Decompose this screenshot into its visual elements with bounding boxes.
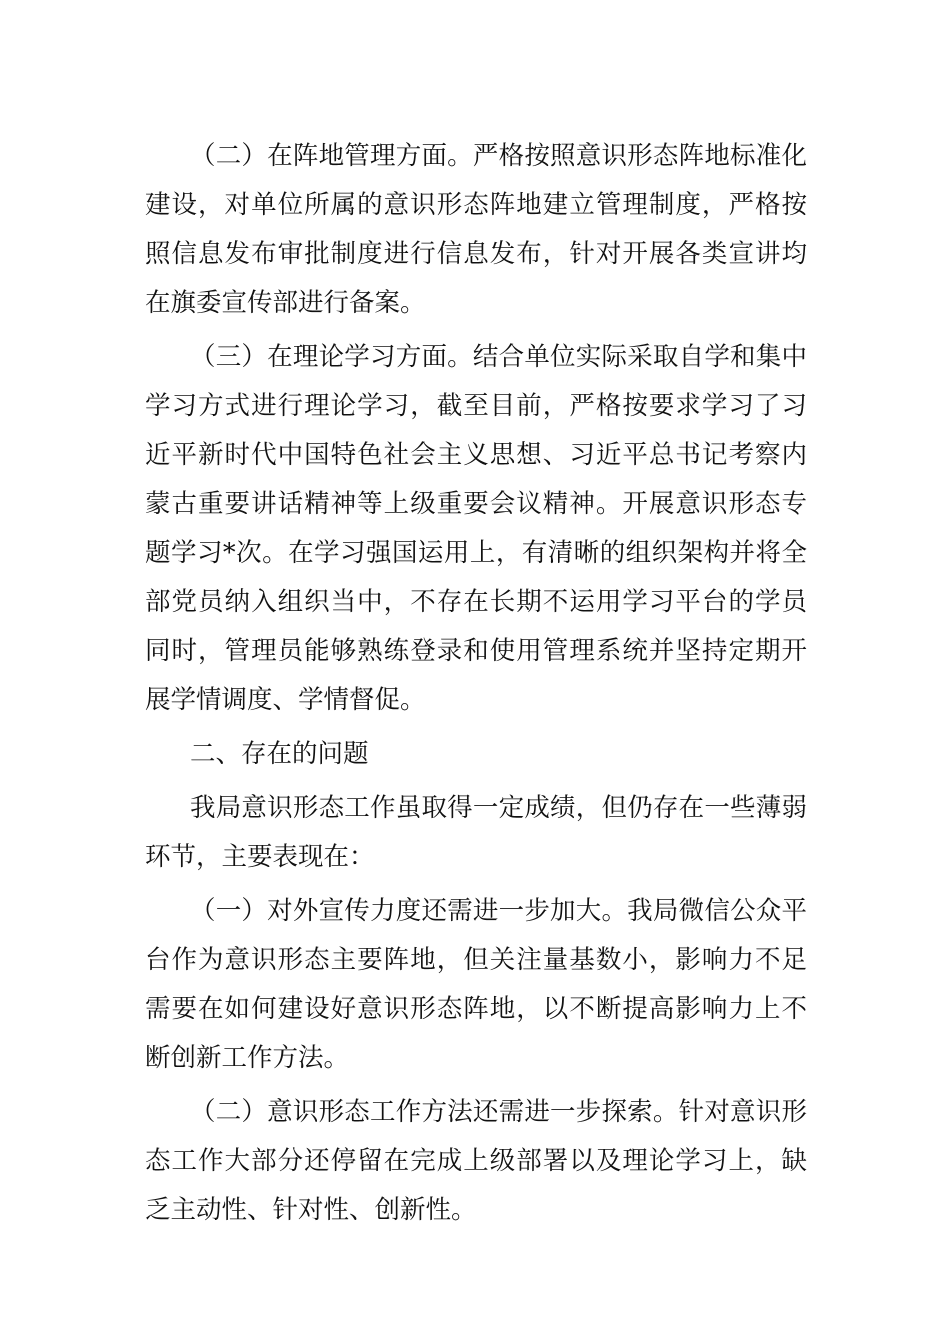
- text-line: 部党员纳入组织当中，不存在长期不运用学习平台的学员: [145, 587, 807, 617]
- paragraph: [145, 784, 807, 882]
- text-line: 近平新时代中国特色社会主义思想、习近平总书记考察内: [145, 440, 807, 470]
- text-line: （三）在理论学习方面。结合单位实际采取自学和集中: [190, 342, 807, 372]
- text-line: 需要在如何建设好意识形态阵地，以不断提高影响力上不: [145, 994, 807, 1024]
- text-line: 展学情调度、学情督促。: [145, 685, 426, 715]
- text-line: 环节，主要表现在：: [145, 842, 375, 872]
- text-line: 蒙古重要讲话精神等上级重要会议精神。开展意识形态专: [145, 489, 807, 519]
- paragraph: [145, 1088, 807, 1235]
- text-line: （二）意识形态工作方法还需进一步探索。针对意识形: [190, 1097, 807, 1127]
- text-line: 二、存在的问题: [190, 739, 369, 769]
- text-line: 态工作大部分还停留在完成上级部署以及理论学习上，缺: [145, 1146, 807, 1176]
- text-line: 台作为意识形态主要阵地，但关注量基数小，影响力不足: [145, 945, 807, 975]
- text-line: 我局意识形态工作虽取得一定成绩，但仍存在一些薄弱: [190, 793, 807, 823]
- paragraph: [145, 132, 807, 328]
- text-line: 断创新工作方法。: [145, 1043, 350, 1073]
- text-line: 照信息发布审批制度进行信息发布，针对开展各类宣讲均: [145, 239, 807, 269]
- text-line: （一）对外宣传力度还需进一步加大。我局微信公众平: [190, 896, 807, 926]
- text-line: 同时，管理员能够熟练登录和使用管理系统并坚持定期开: [145, 636, 807, 666]
- paragraph: [145, 333, 807, 725]
- text-line: （二）在阵地管理方面。严格按照意识形态阵地标准化: [190, 141, 807, 171]
- paragraph: [145, 887, 807, 1083]
- text-line: 乏主动性、针对性、创新性。: [145, 1195, 477, 1225]
- text-line: 学习方式进行理论学习，截至目前，严格按要求学习了习: [145, 391, 807, 421]
- paragraph: [145, 730, 807, 779]
- document-body: [145, 132, 807, 1240]
- text-line: 题学习*次。在学习强国运用上，有清晰的组织架构并将全: [145, 538, 807, 568]
- text-line: 在旗委宣传部进行备案。: [145, 288, 426, 318]
- text-line: 建设，对单位所属的意识形态阵地建立管理制度，严格按: [145, 190, 807, 220]
